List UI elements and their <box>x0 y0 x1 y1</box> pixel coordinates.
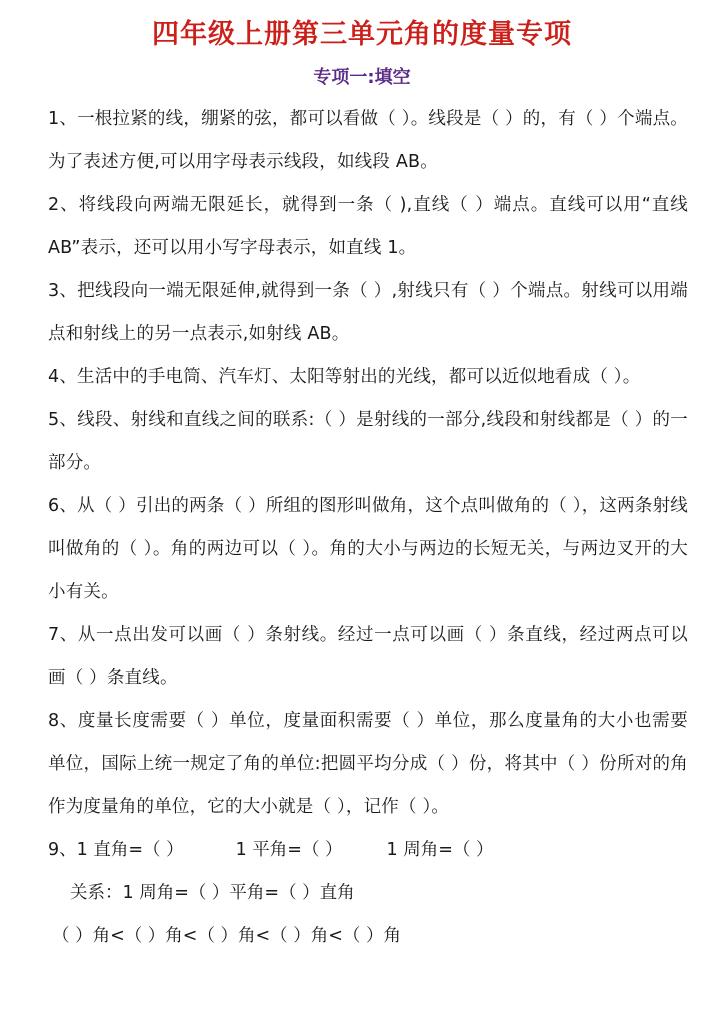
question-list <box>48 98 688 958</box>
section-subtitle: 专项一:填空 <box>313 67 411 88</box>
question-7: 7、从一点出发可以画（ ）条射线。经过一点可以画（ ）条直线，经过两点可以画（ ）条直线。 <box>48 625 688 688</box>
question-8: 8、度量长度需要（ ）单位，度量面积需要（ ）单位，那么度量角的大小也需要单位，国际上统一规定了角的单位:把圆平均分成（ ）份，将其中（ ）份所对的角作为度量角的单位，它的大小就是（ ），记作（ ）。 <box>48 711 688 817</box>
straight-angle-blank: 1 平角=（ ） <box>235 840 343 860</box>
question-6: 6、从（ ）引出的两条（ ）所组的图形叫做角，这个点叫做角的（ ），这两条射线叫做角的（ ）。角的两边可以（ ）。角的大小与两边的长短无关，与两边叉开的大小有关。 <box>48 496 688 602</box>
right-angle-blank: 1 直角=（ ） <box>76 840 184 860</box>
question-9-relation: 关系：1 周角=（ ）平角=（ ）直角 <box>70 883 355 903</box>
question-3: 3、把线段向一端无限延伸,就得到一条（ ）,射线只有（ ）个端点。射线可以用端点和射线上的另一点表示,如射线 AB。 <box>48 281 688 344</box>
question-9 <box>48 829 688 872</box>
question-5: 5、线段、射线和直线之间的联系:（ ）是射线的一部分,线段和射线都是（ ）的一部分。 <box>48 410 688 473</box>
question-2: 2、将线段向两端无限延长，就得到一条（ ),直线（ ）端点。直线可以用“直线 AB”表示，还可以用小写字母表示，如直线 1。 <box>48 195 688 258</box>
question-1: 1、一根拉紧的线，绷紧的弦，都可以看做（ ）。线段是（ ）的，有（ ）个端点。为了表述方便,可以用字母表示线段，如线段 AB。 <box>48 109 688 172</box>
question-9-label: 9、 <box>48 840 77 860</box>
question-9-order: （ ）角<（ ）角<（ ）角<（ ）角<（ ）角 <box>52 926 401 946</box>
question-4: 4、生活中的手电筒、汽车灯、太阳等射出的光线，都可以近似地看成（ ）。 <box>48 367 641 387</box>
full-angle-blank: 1 周角=（ ） <box>386 840 494 860</box>
page-title: 四年级上册第三单元角的度量专项 <box>152 19 572 50</box>
